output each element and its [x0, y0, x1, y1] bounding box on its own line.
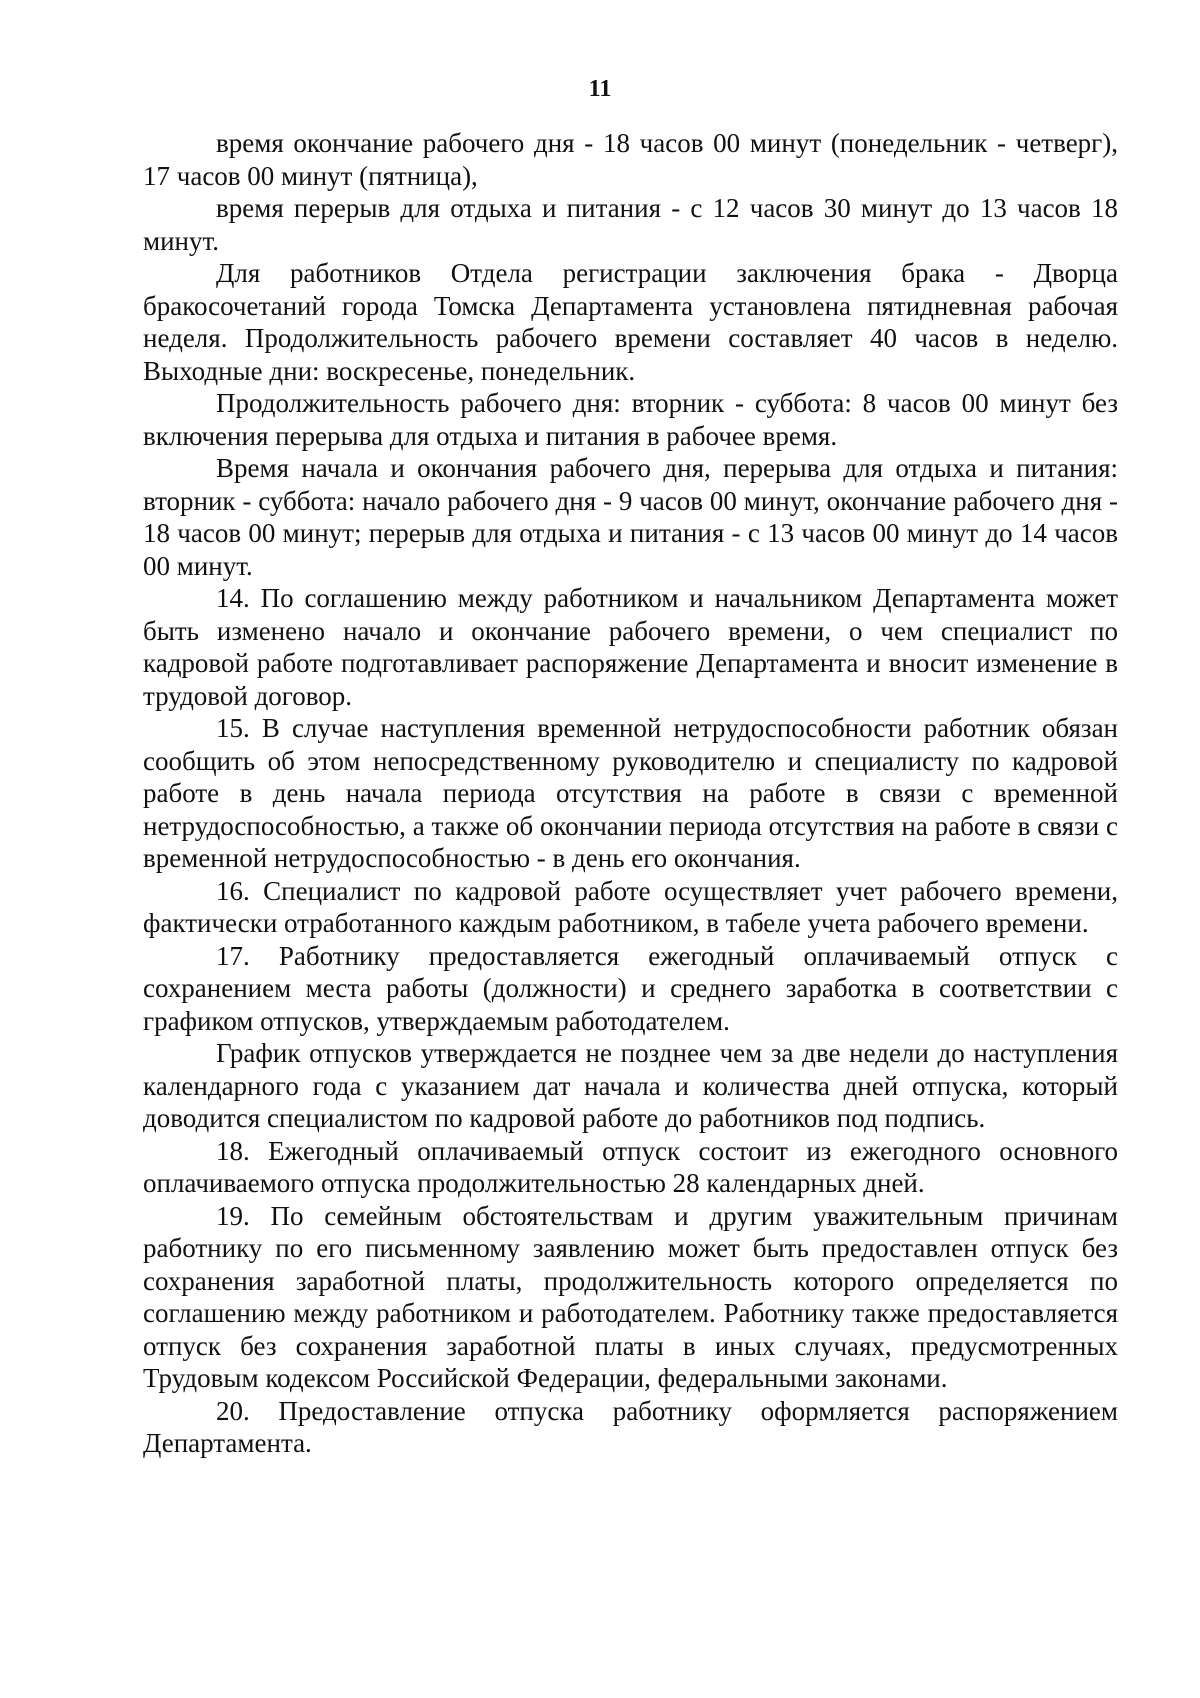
paragraph-work-day-end: время окончание рабочего дня - 18 часов 00 минут (понедельник - четверг), 17 часов 00 минут (пятница),: [143, 128, 1118, 191]
paragraph-vacation-schedule: График отпусков утверждается не позднее чем за две недели до наступления календарного года с указанием дат начала и количества дней отпуска, который доводится специалистом по кадровой работе до работников под подпись.: [143, 1038, 1118, 1133]
paragraph-clause-16: 16. Специалист по кадровой работе осуществляет учет рабочего времени, фактически отработанного каждым работником, в табеле учета рабочего времени.: [143, 875, 1118, 938]
paragraph-work-day-duration: Продолжительность рабочего дня: вторник - суббота: 8 часов 00 минут без включения перерыва для отдыха и питания в рабочее время.: [143, 388, 1118, 451]
document-body: [143, 127, 1118, 1460]
paragraph-clause-17: 17. Работнику предоставляется ежегодный оплачиваемый отпуск с сохранением места работы (должности) и среднего заработка в соответствии с графиком отпусков, утверждаемым работодателем.: [143, 940, 1118, 1036]
paragraph-clause-15: 15. В случае наступления временной нетрудоспособности работник обязан сообщить об этом непосредственному руководителю и специалисту по кадровой работе в день начала периода отсутствия на работе в связи с временной нетрудоспособностью, а также об окончании периода отсутствия на работе в связи с временной нетрудоспособностью - в день его окончания.: [143, 713, 1118, 873]
paragraph-clause-14: 14. По соглашению между работником и начальником Департамента может быть изменено начало и окончание рабочего времени, о чем специалист по кадровой работе подготавливает распоряжение Департамента и вносит изменение в трудовой договор.: [143, 583, 1118, 711]
paragraph-clause-19: 19. По семейным обстоятельствам и другим уважительным причинам работнику по его письменному заявлению может быть предоставлен отпуск без сохранения заработной платы, продолжительность которого определяется по соглашению между работником и работодателем. Работнику также предоставляется отпуск без сохранения заработной платы в иных случаях, предусмотренных Трудовым кодексом Российской Федерации, федеральными законами.: [143, 1200, 1118, 1393]
paragraph-clause-20: 20. Предоставление отпуска работнику оформляется распоряжением Департамента.: [143, 1395, 1118, 1458]
page-number: 11: [588, 76, 612, 102]
paragraph-clause-18: 18. Ежегодный оплачиваемый отпуск состоит из ежегодного основного оплачиваемого отпуска продолжительностью 28 календарных дней.: [143, 1135, 1118, 1198]
paragraph-break-time: время перерыв для отдыха и питания - с 12 часов 30 минут до 13 часов 18 минут.: [143, 193, 1118, 256]
paragraph-work-day-hours: Время начала и окончания рабочего дня, перерыва для отдыха и питания: вторник - суббота: начало рабочего дня - 9 часов 00 минут, окончание рабочего дня - 18 часов 00 минут; перерыв для отдыха и питания - с 13 часов 00 минут до 14 часов 00 минут.: [143, 453, 1118, 581]
paragraph-registry-department-schedule: Для работников Отдела регистрации заключения брака - Дворца бракосочетаний города Томска Департамента установлена пятидневная рабочая неделя. Продолжительность рабочего времени составляет 40 часов в неделю. Выходные дни: воскресенье, понедельник.: [143, 258, 1118, 386]
